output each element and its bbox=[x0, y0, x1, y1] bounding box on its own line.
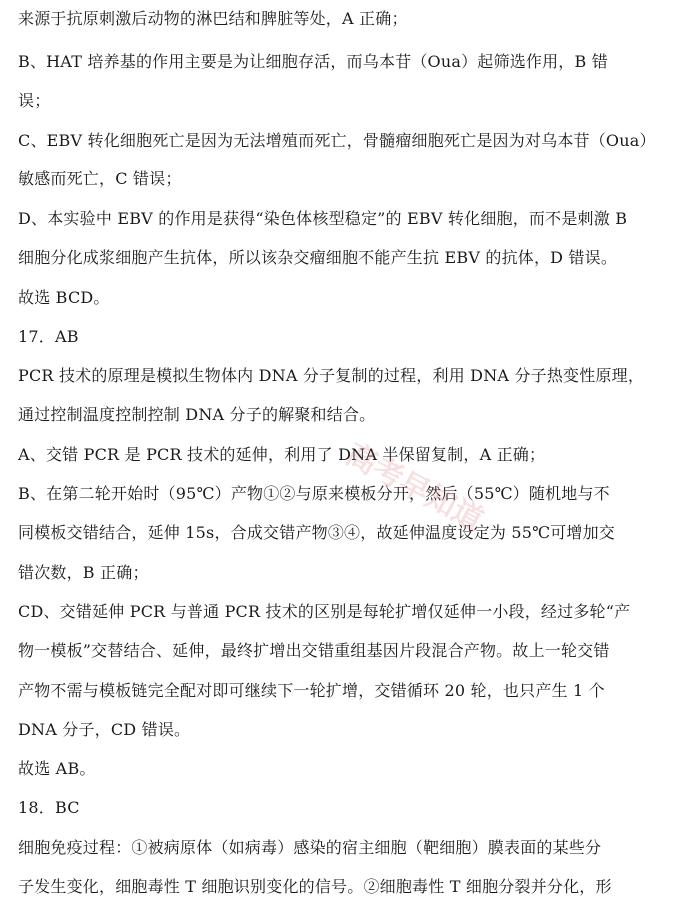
text-line: 来源于抗原刺激后动物的淋巴结和脾脏等处，A 正确； bbox=[18, 9, 408, 28]
text-line: A、交错 PCR 是 PCR 技术的延伸，利用了 DNA 半保留复制，A 正确； bbox=[18, 445, 546, 464]
text-line: 物一模板”交替结合、延伸，最终扩增出交错重组基因片段混合产物。故上一轮交错 bbox=[18, 641, 610, 660]
text-line: 细胞免疫过程：①被病原体（如病毒）感染的宿主细胞（靶细胞）膜表面的某些分 bbox=[18, 838, 602, 857]
text-line: 产物不需与模板链完全配对即可继续下一轮扩增，交错循环 20 轮，也只产生 1 个 bbox=[18, 681, 605, 700]
text-line: D、本实验中 EBV 的作用是获得“染色体核型稳定”的 EBV 转化细胞，而不是刺激 B bbox=[18, 209, 628, 228]
text-line: CD、交错延伸 PCR 与普通 PCR 技术的区别是每轮扩增仅延伸一小段，经过多轮“产 bbox=[18, 602, 631, 621]
question-number: 17．AB bbox=[18, 327, 79, 346]
text-line: B、在第二轮开始时（95℃）产物①②与原来模板分开，然后（55℃）随机地与不 bbox=[18, 484, 610, 503]
text-line: 通过控制温度控制控制 DNA 分子的解聚和结合。 bbox=[18, 405, 376, 424]
text-line: 子发生变化，细胞毒性 T 细胞识别变化的信号。②细胞毒性 T 细胞分裂并分化，形 bbox=[18, 877, 612, 896]
text-line: 错次数，B 正确； bbox=[18, 563, 149, 582]
text-line: 故选 BCD。 bbox=[18, 288, 110, 307]
text-line: B、HAT 培养基的作用主要是为让细胞存活，而乌本苷（Oua）起筛选作用，B 错 bbox=[18, 52, 608, 71]
text-line: PCR 技术的原理是模拟生物体内 DNA 分子复制的过程，利用 DNA 分子热变性原理， bbox=[18, 366, 645, 385]
text-line: 敏感而死亡，C 错误； bbox=[18, 169, 182, 188]
text-line: 细胞分化成浆细胞产生抗体，所以该杂交瘤细胞不能产生抗 EBV 的抗体，D 错误。 bbox=[18, 248, 618, 267]
text-line: 误； bbox=[18, 91, 51, 110]
text-line: 故选 AB。 bbox=[18, 759, 96, 778]
watermark: 高考早知道 bbox=[339, 437, 489, 539]
text-line: DNA 分子，CD 错误。 bbox=[18, 720, 191, 739]
text-line: C、EBV 转化细胞死亡是因为无法增殖而死亡，骨髓瘤细胞死亡是因为对乌本苷（Oua） bbox=[18, 131, 656, 150]
text-line: 同模板交错结合，延伸 15s，合成交错产物③④，故延伸温度设定为 55℃可增加交 bbox=[18, 523, 616, 542]
question-number: 18．BC bbox=[18, 798, 80, 817]
